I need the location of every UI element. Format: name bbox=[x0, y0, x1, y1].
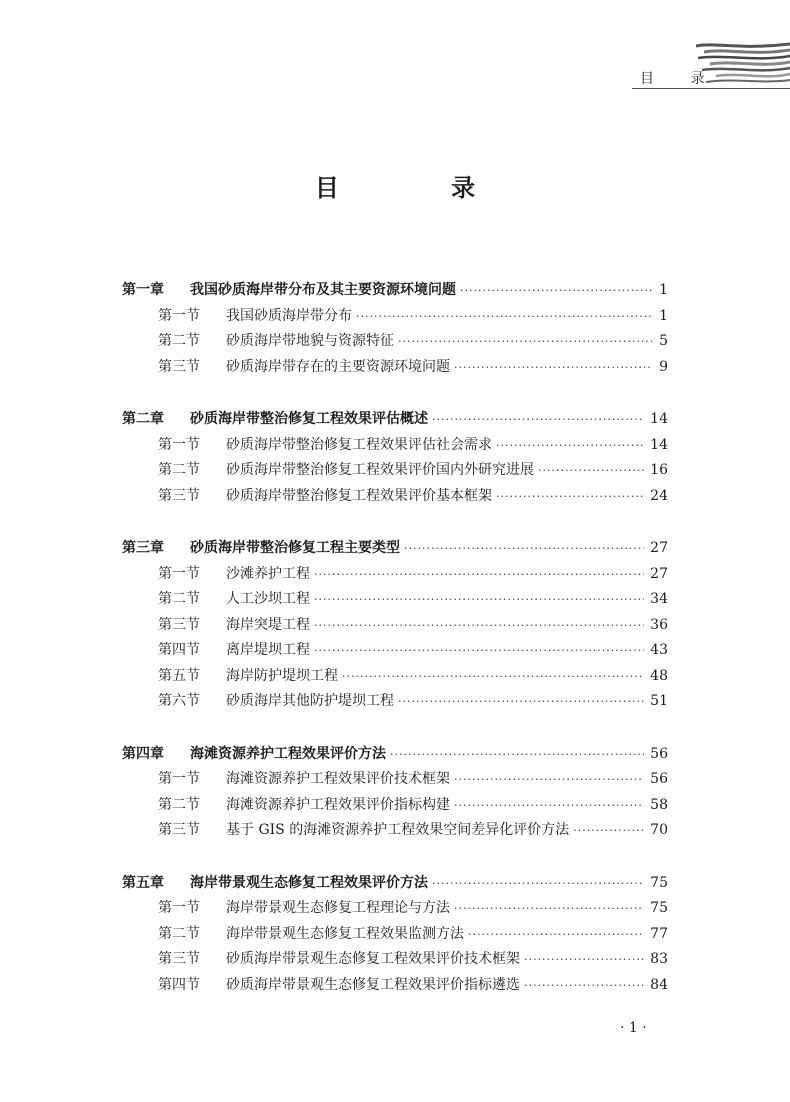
toc-section-entry[interactable] bbox=[122, 330, 668, 356]
toc-entry-number: 第四章 bbox=[122, 745, 164, 762]
toc-entry-page: 24 bbox=[650, 487, 668, 504]
toc-entry-title: 海滩资源养护工程效果评价技术框架 bbox=[226, 771, 450, 787]
toc-entry-title: 砂质海岸带整治修复工程效果评价国内外研究进展 bbox=[226, 462, 534, 478]
toc-entry-title: 砂质海岸其他防护堤坝工程 bbox=[226, 693, 394, 709]
toc-entry-page: 56 bbox=[650, 771, 668, 787]
toc-section-entry[interactable] bbox=[122, 434, 668, 460]
toc-leader-dots bbox=[314, 644, 644, 657]
toc-section-entry[interactable] bbox=[122, 948, 668, 974]
toc-chapter-entry[interactable] bbox=[122, 537, 668, 563]
header-rule bbox=[632, 88, 790, 89]
toc-leader-dots bbox=[314, 568, 644, 581]
toc-entry-number: 第二节 bbox=[158, 591, 200, 607]
toc-leader-dots bbox=[496, 439, 644, 452]
toc-leader-dots bbox=[356, 310, 653, 323]
toc-entry-number: 第三节 bbox=[158, 487, 200, 504]
toc-section-entry[interactable] bbox=[122, 563, 668, 589]
toc-entry-title: 海岸带景观生态修复工程理论与方法 bbox=[226, 900, 450, 916]
toc-entry-number: 第二章 bbox=[122, 411, 164, 427]
toc-entry-title: 砂质海岸带景观生态修复工程效果评价指标遴选 bbox=[226, 976, 520, 993]
toc-entry-page: 58 bbox=[650, 796, 668, 813]
toc-leader-dots bbox=[314, 619, 644, 632]
table-of-contents bbox=[122, 279, 668, 999]
toc-leader-dots bbox=[524, 953, 644, 966]
toc-entry-number: 第四节 bbox=[158, 642, 200, 658]
toc-leader-dots bbox=[454, 799, 644, 812]
toc-entry-title: 砂质海岸带整治修复工程效果评估社会需求 bbox=[226, 436, 492, 453]
toc-leader-dots bbox=[460, 284, 653, 297]
toc-leader-dots bbox=[398, 695, 644, 708]
toc-entry-title: 砂质海岸带整治修复工程效果评估概述 bbox=[190, 411, 428, 427]
toc-entry-title: 海岸带景观生态修复工程效果评价方法 bbox=[190, 874, 428, 891]
toc-section-entry[interactable] bbox=[122, 794, 668, 820]
toc-entry-number: 第六节 bbox=[158, 693, 200, 709]
toc-entry-page: 84 bbox=[650, 976, 668, 993]
toc-chapter-entry[interactable] bbox=[122, 279, 668, 305]
toc-entry-page: 75 bbox=[650, 900, 668, 916]
toc-entry-number: 第三节 bbox=[158, 822, 200, 838]
toc-entry-number: 第三节 bbox=[158, 616, 200, 633]
toc-entry-page: 1 bbox=[659, 282, 668, 298]
toc-entry-title: 沙滩养护工程 bbox=[226, 565, 310, 582]
toc-section-entry[interactable] bbox=[122, 639, 668, 665]
toc-entry-page: 56 bbox=[650, 745, 668, 762]
toc-section-entry[interactable] bbox=[122, 897, 668, 923]
toc-entry-number: 第一节 bbox=[158, 307, 200, 324]
toc-entry-number: 第五节 bbox=[158, 667, 200, 684]
toc-entry-page: 1 bbox=[659, 307, 668, 324]
toc-section-entry[interactable] bbox=[122, 690, 668, 716]
toc-entry-title: 砂质海岸带景观生态修复工程效果评价技术框架 bbox=[226, 951, 520, 967]
toc-entry-number: 第一章 bbox=[122, 282, 164, 298]
toc-leader-dots bbox=[524, 979, 644, 992]
toc-leader-dots bbox=[398, 335, 653, 348]
toc-section-entry[interactable] bbox=[122, 459, 668, 485]
toc-entry-page: 48 bbox=[650, 667, 668, 684]
toc-entry-page: 27 bbox=[650, 540, 668, 556]
toc-leader-dots bbox=[573, 824, 644, 837]
toc-entry-number: 第一节 bbox=[158, 900, 200, 916]
toc-leader-dots bbox=[432, 413, 644, 426]
toc-entry-number: 第三节 bbox=[158, 358, 200, 375]
toc-leader-dots bbox=[404, 542, 644, 555]
toc-leader-dots bbox=[454, 773, 644, 786]
toc-entry-title: 海岸突堤工程 bbox=[226, 616, 310, 633]
toc-entry-page: 75 bbox=[650, 874, 668, 891]
toc-entry-page: 9 bbox=[659, 358, 668, 375]
toc-entry-title: 海岸防护堤坝工程 bbox=[226, 667, 338, 684]
toc-section-entry[interactable] bbox=[122, 923, 668, 949]
toc-section-entry[interactable] bbox=[122, 588, 668, 614]
toc-leader-dots bbox=[454, 361, 653, 374]
toc-leader-dots bbox=[432, 877, 644, 890]
running-header bbox=[632, 0, 790, 92]
toc-entry-page: 16 bbox=[650, 462, 668, 478]
toc-leader-dots bbox=[496, 490, 644, 503]
toc-leader-dots bbox=[454, 902, 644, 915]
toc-entry-page: 77 bbox=[650, 925, 668, 942]
toc-leader-dots bbox=[538, 464, 644, 477]
toc-section-entry[interactable] bbox=[122, 819, 668, 845]
toc-entry-title: 海滩资源养护工程效果评价指标构建 bbox=[226, 796, 450, 813]
toc-entry-number: 第二节 bbox=[158, 462, 200, 478]
toc-section-entry[interactable] bbox=[122, 614, 668, 640]
toc-section-entry[interactable] bbox=[122, 485, 668, 511]
toc-entry-page: 14 bbox=[650, 411, 668, 427]
toc-entry-page: 70 bbox=[650, 822, 668, 838]
toc-entry-page: 27 bbox=[650, 565, 668, 582]
toc-entry-title: 海滩资源养护工程效果评价方法 bbox=[190, 745, 386, 762]
toc-entry-number: 第二节 bbox=[158, 925, 200, 942]
toc-entry-number: 第三章 bbox=[122, 540, 164, 556]
toc-entry-number: 第一节 bbox=[158, 436, 200, 453]
toc-section-entry[interactable] bbox=[122, 974, 668, 1000]
toc-entry-title: 基于 GIS 的海滩资源养护工程效果空间差异化评价方法 bbox=[226, 822, 570, 838]
toc-leader-dots bbox=[390, 748, 644, 761]
toc-entry-page: 5 bbox=[659, 333, 668, 349]
toc-section-entry[interactable] bbox=[122, 305, 668, 331]
page-title: 目 录 bbox=[314, 174, 528, 202]
toc-leader-dots bbox=[342, 670, 644, 683]
toc-entry-number: 第一节 bbox=[158, 771, 200, 787]
toc-entry-title: 我国砂质海岸带分布及其主要资源环境问题 bbox=[190, 282, 456, 298]
toc-entry-number: 第五章 bbox=[122, 874, 164, 891]
toc-entry-number: 第四节 bbox=[158, 976, 200, 993]
toc-entry-title: 我国砂质海岸带分布 bbox=[226, 307, 352, 324]
toc-entry-page: 36 bbox=[650, 616, 668, 633]
toc-entry-page: 43 bbox=[650, 642, 668, 658]
toc-entry-title: 砂质海岸带整治修复工程主要类型 bbox=[190, 540, 400, 556]
running-title: 目 录 bbox=[640, 71, 721, 87]
toc-leader-dots bbox=[314, 593, 644, 606]
toc-chapter-entry[interactable] bbox=[122, 743, 668, 769]
toc-entry-page: 51 bbox=[650, 693, 668, 709]
toc-leader-dots bbox=[468, 928, 644, 941]
page-number: · 1 · bbox=[620, 1020, 647, 1036]
toc-entry-title: 砂质海岸带存在的主要资源环境问题 bbox=[226, 358, 450, 375]
toc-entry-title: 砂质海岸带整治修复工程效果评价基本框架 bbox=[226, 487, 492, 504]
toc-entry-page: 14 bbox=[650, 436, 668, 453]
toc-section-entry[interactable] bbox=[122, 665, 668, 691]
toc-entry-title: 砂质海岸带地貌与资源特征 bbox=[226, 333, 394, 349]
toc-entry-title: 海岸带景观生态修复工程效果监测方法 bbox=[226, 925, 464, 942]
toc-section-entry[interactable] bbox=[122, 768, 668, 794]
toc-chapter-entry[interactable] bbox=[122, 408, 668, 434]
toc-section-entry[interactable] bbox=[122, 356, 668, 382]
toc-entry-title: 离岸堤坝工程 bbox=[226, 642, 310, 658]
toc-chapter-entry[interactable] bbox=[122, 872, 668, 898]
toc-entry-number: 第二节 bbox=[158, 796, 200, 813]
toc-entry-page: 83 bbox=[650, 951, 668, 967]
toc-entry-number: 第一节 bbox=[158, 565, 200, 582]
toc-entry-number: 第三节 bbox=[158, 951, 200, 967]
toc-entry-title: 人工沙坝工程 bbox=[226, 591, 310, 607]
toc-entry-page: 34 bbox=[650, 591, 668, 607]
toc-entry-number: 第二节 bbox=[158, 333, 200, 349]
